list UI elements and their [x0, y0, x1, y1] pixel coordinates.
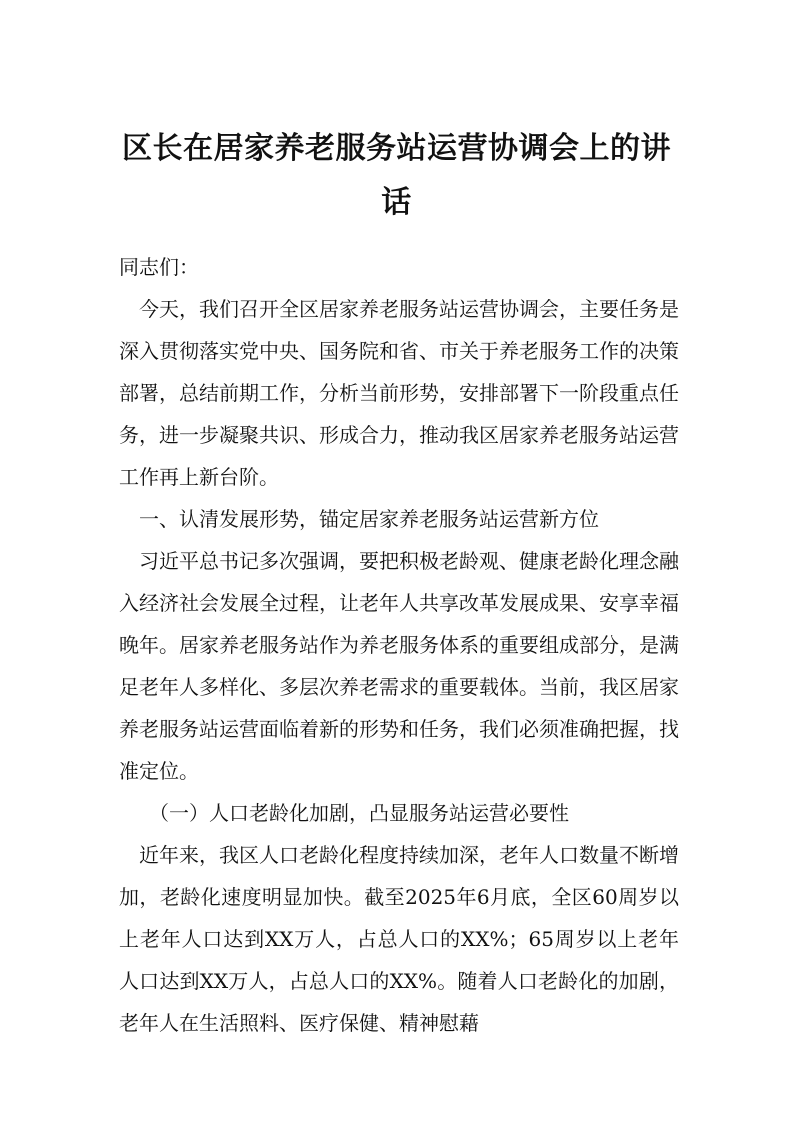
- section-heading-1: 一、认清发展形势，锚定居家养老服务站运营新方位: [139, 507, 599, 531]
- paragraph-subsection-1: 近年来，我区人口老龄化程度持续加深，老年人口数量不断增加，老龄化速度明显加快。截至2025年6月底，全区60周岁以上老年人口达到XX万人，占总人口的XX%；65周岁以上老年人口达到XX万人，占总人口的XX%。随着人口老龄化的加剧，老年人在生活照料、医疗保健、精神慰藉: [119, 843, 679, 1035]
- document-body: [119, 246, 679, 1044]
- paragraph-section-1: 习近平总书记多次强调，要把积极老龄观、健康老龄化理念融入经济社会发展全过程，让老年人共享改革发展成果、安享幸福晚年。居家养老服务站作为养老服务体系的重要组成部分，是满足老年人多样化、多层次养老需求的重要载体。当前，我区居家养老服务站运营面临着新的形势和任务，我们必须准确把握，找准定位。: [119, 549, 679, 783]
- salutation: 同志们：: [119, 255, 199, 279]
- document-title: 区长在居家养老服务站运营协调会上的讲话: [122, 131, 671, 220]
- subsection-heading-1: （一）人口老龄化加剧，凸显服务站运营必要性: [149, 801, 569, 825]
- paragraph-intro: 今天，我们召开全区居家养老服务站运营协调会，主要任务是深入贯彻落实党中央、国务院和省、市关于养老服务工作的决策部署，总结前期工作，分析当前形势，安排部署下一阶段重点任务，进一步凝聚共识、形成合力，推动我区居家养老服务站运营工作再上新台阶。: [119, 297, 679, 489]
